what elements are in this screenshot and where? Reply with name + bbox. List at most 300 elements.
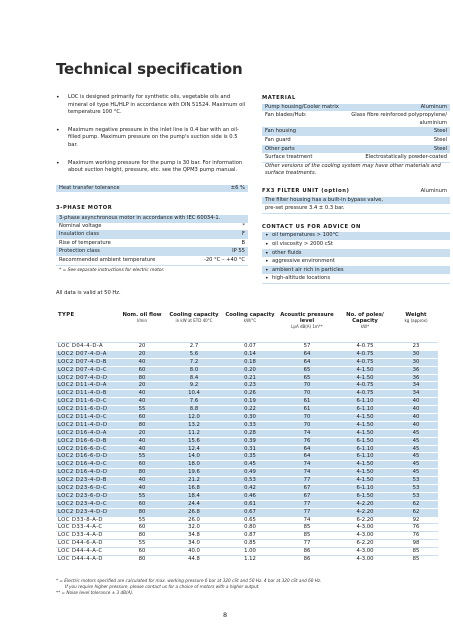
value-cell: 20 <box>138 382 146 389</box>
value-cell: 0.49 <box>244 469 256 476</box>
value-cell: 67 <box>303 492 311 499</box>
header-main: Acoustic pressure level <box>280 312 334 324</box>
value-cell: 85 <box>412 548 420 555</box>
filter-heading: FX3 FILTER UNIT (option) <box>262 187 350 194</box>
value-cell: 0.46 <box>244 492 256 499</box>
value-cell: 21.2 <box>188 477 200 484</box>
footnote: ** = Noise level tolerance ± 3 dB(A). <box>56 590 134 595</box>
value-cell: 0.39 <box>244 437 256 444</box>
table-row <box>56 468 438 476</box>
value-cell: 92 <box>412 516 420 523</box>
value-cell: 40 <box>138 398 146 405</box>
table-row <box>56 484 438 492</box>
value-cell: 0.65 <box>244 516 256 523</box>
table-row <box>56 421 438 429</box>
motor-row-label: Insulation class <box>59 231 99 238</box>
value-cell: 0.07 <box>244 343 256 349</box>
material-value: Steel <box>433 128 447 135</box>
contact-item: • ambient air rich in particles <box>262 267 450 276</box>
value-cell: 86 <box>303 548 311 555</box>
type-cell: LOC D44-4-A-C <box>58 548 103 555</box>
value-cell: 36 <box>412 374 420 381</box>
type-cell: LOC D33-4-A-D <box>58 532 103 539</box>
value-cell: 7.6 <box>189 398 199 405</box>
value-cell: 70 <box>303 414 311 421</box>
value-cell: 60 <box>138 461 146 468</box>
page-title: Technical specification <box>56 60 243 78</box>
value-cell: 40 <box>138 477 146 484</box>
value-cell: 45 <box>412 453 420 460</box>
value-cell: 80 <box>138 469 146 476</box>
value-cell: 76 <box>303 437 311 444</box>
type-cell: LOC2 D07-4-D-D <box>58 374 108 381</box>
value-cell: 20 <box>138 429 146 436</box>
table-row <box>56 437 438 445</box>
value-cell: 64 <box>303 358 311 365</box>
filter-line: The filter housing has a built-in bypass valve, <box>262 197 450 206</box>
value-cell: 14.0 <box>188 453 200 460</box>
table-row <box>56 508 438 516</box>
header-cell <box>56 312 118 342</box>
value-cell: 55 <box>138 406 146 413</box>
value-cell: 0.80 <box>244 524 256 531</box>
material-row <box>262 137 450 146</box>
motor-table <box>56 215 248 274</box>
value-cell: 70 <box>303 390 311 397</box>
right-column <box>262 95 450 284</box>
table-row <box>56 350 438 358</box>
value-cell: 60 <box>138 500 146 507</box>
value-cell: 60 <box>138 366 146 373</box>
contact-item: • other fluids <box>262 250 450 259</box>
material-row <box>262 146 450 155</box>
value-cell: 13.2 <box>188 421 200 428</box>
value-cell: 23 <box>412 343 420 349</box>
value-cell: 0.31 <box>244 445 256 452</box>
contact-item: • oil viscosity > 2000 cSt <box>262 241 450 250</box>
value-cell: 6-1.10 <box>356 485 374 492</box>
motor-row-label: Nominal voltage <box>59 222 102 229</box>
value-cell: 4-0.75 <box>356 390 374 397</box>
value-cell: 64 <box>303 350 311 357</box>
contact-heading: CONTACT US FOR ADVICE ON <box>262 223 361 230</box>
table-row <box>56 389 438 397</box>
type-cell: LOC D44-4-A-D <box>58 556 103 563</box>
value-cell: 53 <box>412 477 420 484</box>
value-cell: 0.85 <box>244 540 256 547</box>
value-cell: 55 <box>138 453 146 460</box>
header-cell <box>118 312 166 342</box>
type-cell: LOC2 D23-4-D-C <box>58 500 107 507</box>
value-cell: 32.0 <box>188 524 200 531</box>
value-cell: 55 <box>138 540 146 547</box>
value-cell: 0.87 <box>244 532 256 539</box>
type-cell: LOC2 D11-4-D-D <box>58 421 108 428</box>
value-cell: 77 <box>303 477 311 484</box>
header-unit: in kW at ETD 40°C <box>175 318 213 323</box>
material-label: Surface treatment <box>265 154 313 161</box>
value-cell: 4-1.50 <box>356 421 374 428</box>
motor-row <box>56 248 248 257</box>
value-cell: 4-1.50 <box>356 477 374 484</box>
header-main: Nom. oil flow <box>122 312 162 318</box>
material-value-cont: aluminium <box>419 119 447 126</box>
type-cell: LOC2 D11-4-D-C <box>58 414 107 421</box>
material-row <box>262 112 450 128</box>
value-cell: 85 <box>303 532 311 539</box>
table-row <box>56 531 438 539</box>
value-cell: 0.42 <box>244 485 256 492</box>
value-cell: 4-0.75 <box>356 358 374 365</box>
value-cell: 0.14 <box>244 350 256 357</box>
material-value: Aluminum <box>420 103 447 110</box>
value-cell: 60 <box>138 414 146 421</box>
value-cell: 76 <box>412 524 420 531</box>
table-row <box>56 539 438 547</box>
header-unit: LpA dB(A) 1m** <box>291 324 323 329</box>
value-cell: 80 <box>138 532 146 539</box>
value-cell: 0.21 <box>244 374 256 381</box>
type-cell: LOC2 D23-4-D-D <box>58 508 108 515</box>
type-cell: LOC2 D16-4-D-D <box>58 469 108 476</box>
value-cell: 40 <box>138 358 146 365</box>
table-row <box>56 381 438 389</box>
table-row <box>56 429 438 437</box>
material-note: Other versions of the cooling system may have other materials and surface treatments. <box>265 162 441 177</box>
filter-line: pre-set pressure 3.4 ± 0.3 bar. <box>262 205 450 214</box>
value-cell: 76 <box>412 532 420 539</box>
value-cell: 70 <box>303 382 311 389</box>
value-cell: 19.6 <box>188 469 200 476</box>
motor-description: 3-phase asynchronous motor in accordance with IEC 60034-1. <box>56 215 248 223</box>
header-cell <box>222 312 278 342</box>
header-main: Cooling capacity <box>169 312 219 318</box>
value-cell: 8.0 <box>189 366 199 373</box>
value-cell: 0.18 <box>244 358 256 365</box>
header-main: Cooling capacity <box>225 312 275 318</box>
table-header <box>56 312 438 342</box>
motor-row-label: Rise of temperature <box>59 239 111 246</box>
spec-bullet: • LOC is designed primarily for synthetic oils, vegetable oils and mineral oil type HL/HLP in accordance with DIN 51524. Maximum oil temperature 100 °C. <box>56 94 248 117</box>
table-row <box>56 445 438 453</box>
value-cell: 0.53 <box>244 477 256 484</box>
value-cell: 77 <box>303 500 311 507</box>
value-cell: 0.67 <box>244 508 256 515</box>
table-row <box>56 476 438 484</box>
value-cell: 70 <box>303 421 311 428</box>
value-cell: 40 <box>412 414 420 421</box>
table-row <box>56 413 438 421</box>
value-cell: 6-1.10 <box>356 406 374 413</box>
contact-item: • high-altitude locations <box>262 275 450 284</box>
value-cell: 44.8 <box>188 556 200 563</box>
header-cell <box>394 312 438 342</box>
value-cell: 6-2.20 <box>356 516 374 523</box>
header-unit: kW/°C <box>243 318 257 323</box>
material-label: Pump housing/Cooler matrix <box>265 103 339 110</box>
table-row <box>56 555 438 563</box>
value-cell: 40 <box>412 398 420 405</box>
motor-row-label: Protection class <box>59 248 100 255</box>
type-cell: LOC2 D23-6-D-C <box>58 485 107 492</box>
value-cell: 64 <box>303 453 311 460</box>
value-cell: 12.4 <box>188 445 200 452</box>
spec-bullet: • Maximum working pressure for the pump is 30 bar. For information about suction height, pressure, etc. see the QPM3 pump manual. <box>56 160 248 175</box>
material-label: Fan blades/Hub: <box>265 112 307 119</box>
value-cell: 4-0.75 <box>356 382 374 389</box>
material-value: Steel <box>433 145 447 152</box>
table-row <box>56 492 438 500</box>
value-cell: 67 <box>303 485 311 492</box>
value-cell: 55 <box>138 492 146 499</box>
validity-note: All data is valid at 50 Hz. <box>56 290 121 297</box>
type-cell: LOC2 D11-6-D-D <box>58 406 108 413</box>
spec-bullet: • Maximum negative pressure in the inlet line is 0.4 bar with an oil-filled pump. Maximum pressure on the pump's suction side is 0.5 bar. <box>56 127 248 150</box>
table-row <box>56 547 438 555</box>
value-cell: 98 <box>412 540 420 547</box>
value-cell: 0.19 <box>244 398 256 405</box>
type-cell: LOC2 D16-6-D-C <box>58 445 107 452</box>
value-cell: 8.8 <box>189 406 199 413</box>
motor-row-value: * <box>242 222 245 229</box>
table-body <box>56 342 438 563</box>
footnote: If you require higher pressure, please contact us for a choice of motors with a higher output. <box>65 584 260 589</box>
heat-tolerance-value: ±6 % <box>230 184 245 191</box>
value-cell: 77 <box>303 508 311 515</box>
value-cell: 36 <box>412 366 420 373</box>
value-cell: 8.4 <box>189 374 199 381</box>
value-cell: 45 <box>412 445 420 452</box>
heat-tolerance-label: Heat transfer tolerance <box>59 184 120 191</box>
value-cell: 6-1.50 <box>356 437 374 444</box>
value-cell: 5.6 <box>189 350 199 357</box>
value-cell: 4-2.20 <box>356 508 374 515</box>
type-cell: LOC2 D16-4-D-A <box>58 429 107 436</box>
value-cell: 45 <box>412 461 420 468</box>
value-cell: 16.8 <box>188 485 200 492</box>
value-cell: 6-1.10 <box>356 453 374 460</box>
motor-footnote: * = See separate instructions for electric motor. <box>59 267 165 273</box>
type-cell: LOC D04-4-D-A <box>58 343 104 349</box>
header-main: No. of poles/ Capacity <box>346 312 384 324</box>
value-cell: 74 <box>303 461 311 468</box>
value-cell: 4-0.75 <box>356 350 374 357</box>
value-cell: 74 <box>303 469 311 476</box>
value-cell: 0.22 <box>244 406 256 413</box>
heat-tolerance-row <box>56 185 248 194</box>
material-value: Steel <box>433 136 447 143</box>
value-cell: 45 <box>412 469 420 476</box>
value-cell: 4-1.50 <box>356 374 374 381</box>
value-cell: 24.4 <box>188 500 200 507</box>
contact-item: • oil temperatures > 100°C <box>262 232 450 241</box>
value-cell: 0.26 <box>244 390 256 397</box>
value-cell: 53 <box>412 492 420 499</box>
value-cell: 4-3.00 <box>356 548 374 555</box>
motor-row-value: B <box>241 239 245 246</box>
value-cell: 2.7 <box>189 343 199 349</box>
type-cell: LOC2 D16-6-D-D <box>58 453 108 460</box>
page-number: 8 <box>223 611 228 619</box>
value-cell: 65 <box>303 366 311 373</box>
type-cell: LOC2 D16-4-D-C <box>58 461 107 468</box>
table-row <box>56 342 438 350</box>
table-row <box>56 397 438 405</box>
value-cell: 0.35 <box>244 453 256 460</box>
value-cell: 18.0 <box>188 461 200 468</box>
table-row <box>56 358 438 366</box>
type-cell: LOC2 D23-6-D-D <box>58 492 108 499</box>
motor-row <box>56 231 248 240</box>
filter-heading-row <box>262 188 450 196</box>
type-cell: LOC2 D07-4-D-A <box>58 350 107 357</box>
value-cell: 80 <box>138 374 146 381</box>
type-cell: LOC2 D11-6-D-C <box>58 398 107 405</box>
value-cell: 34 <box>412 382 420 389</box>
value-cell: 4-1.50 <box>356 469 374 476</box>
type-cell: LOC2 D07-4-D-B <box>58 358 107 365</box>
value-cell: 7.2 <box>189 358 199 365</box>
value-cell: 4-1.50 <box>356 414 374 421</box>
value-cell: 40 <box>138 390 146 397</box>
header-main: Weight <box>405 312 427 318</box>
value-cell: 9.2 <box>189 382 199 389</box>
value-cell: 12.0 <box>188 414 200 421</box>
material-heading: MATERIAL <box>262 95 296 101</box>
header-main: TYPE <box>58 312 75 318</box>
value-cell: 18.4 <box>188 492 200 499</box>
motor-row <box>56 240 248 249</box>
table-row <box>56 452 438 460</box>
value-cell: 0.61 <box>244 500 256 507</box>
type-cell: LOC2 D11-4-D-A <box>58 382 107 389</box>
value-cell: 4-3.00 <box>356 524 374 531</box>
value-cell: 80 <box>138 556 146 563</box>
value-cell: 10.4 <box>188 390 200 397</box>
value-cell: 62 <box>412 508 420 515</box>
value-cell: 1.00 <box>244 548 256 555</box>
header-unit: kg (approx) <box>404 318 428 323</box>
value-cell: 74 <box>303 516 311 523</box>
type-cell: LOC2 D23-4-D-B <box>58 477 107 484</box>
header-cell <box>166 312 222 342</box>
material-label: Other parts <box>265 145 295 152</box>
value-cell: 15.6 <box>188 437 200 444</box>
value-cell: 34.0 <box>188 540 200 547</box>
header-cell <box>278 312 336 342</box>
value-cell: 4-2.20 <box>356 500 374 507</box>
header-unit: l/min <box>136 318 147 323</box>
value-cell: 77 <box>303 540 311 547</box>
value-cell: 85 <box>303 524 311 531</box>
value-cell: 34.8 <box>188 532 200 539</box>
material-label: Fan housing <box>265 128 297 135</box>
value-cell: 6-1.10 <box>356 445 374 452</box>
value-cell: 4-0.75 <box>356 343 374 349</box>
contact-item: • aggressive environment <box>262 258 450 267</box>
value-cell: 45 <box>412 437 420 444</box>
value-cell: 61 <box>303 406 311 413</box>
header-unit: kW* <box>360 324 370 329</box>
motor-row-value: -20 °C – +40 °C <box>203 256 245 263</box>
table-row <box>56 405 438 413</box>
value-cell: 80 <box>138 421 146 428</box>
type-cell: LOC D33-8-A-D <box>58 516 103 523</box>
value-cell: 4-3.00 <box>356 556 374 563</box>
value-cell: 34 <box>412 390 420 397</box>
material-label: Fan guard <box>265 136 291 143</box>
value-cell: 6-1.10 <box>356 398 374 405</box>
value-cell: 40 <box>412 421 420 428</box>
value-cell: 40 <box>412 406 420 413</box>
header-cell <box>336 312 394 342</box>
value-cell: 20 <box>138 350 146 357</box>
material-row <box>262 104 450 113</box>
footnote: * = Electric motors specified are calculated for max. working pressure 6 bar at 320 cSt and 50 Hz. 4 bar at 320 cSt and 60 Hz. <box>56 578 322 583</box>
type-table <box>56 312 438 563</box>
table-row <box>56 516 438 524</box>
value-cell: 86 <box>303 556 311 563</box>
material-row <box>262 154 450 163</box>
value-cell: 11.2 <box>188 429 200 436</box>
footnotes <box>56 578 438 596</box>
material-row <box>262 128 450 137</box>
type-cell: LOC2 D07-4-D-C <box>58 366 107 373</box>
value-cell: 4-1.50 <box>356 461 374 468</box>
value-cell: 0.33 <box>244 421 256 428</box>
value-cell: 20 <box>138 343 146 349</box>
motor-row-label: Recommended ambient temperature <box>59 256 156 263</box>
motor-row-value: F <box>242 231 245 238</box>
contact-list <box>262 232 450 284</box>
value-cell: 4-1.50 <box>356 429 374 436</box>
value-cell: 62 <box>412 500 420 507</box>
value-cell: 6-2.20 <box>356 540 374 547</box>
value-cell: 30 <box>412 350 420 357</box>
value-cell: 60 <box>138 524 146 531</box>
value-cell: 64 <box>303 445 311 452</box>
table-row <box>56 500 438 508</box>
value-cell: 0.23 <box>244 382 256 389</box>
type-cell: LOC D33-4-A-C <box>58 524 103 531</box>
value-cell: 26.8 <box>188 508 200 515</box>
value-cell: 0.45 <box>244 461 256 468</box>
value-cell: 53 <box>412 485 420 492</box>
value-cell: 4-3.00 <box>356 532 374 539</box>
value-cell: 1.12 <box>244 556 256 563</box>
value-cell: 40 <box>138 485 146 492</box>
value-cell: 40.0 <box>188 548 200 555</box>
value-cell: 60 <box>138 548 146 555</box>
value-cell: 61 <box>303 398 311 405</box>
value-cell: 85 <box>412 556 420 563</box>
motor-row <box>56 257 248 266</box>
type-cell: LOC D44-6-A-D <box>58 540 103 547</box>
motor-row <box>56 223 248 232</box>
value-cell: 0.28 <box>244 429 256 436</box>
value-cell: 65 <box>303 374 311 381</box>
table-row <box>56 460 438 468</box>
table-row <box>56 366 438 374</box>
left-column <box>56 94 248 298</box>
value-cell: 4-1.50 <box>356 366 374 373</box>
value-cell: 74 <box>303 429 311 436</box>
value-cell: 0.20 <box>244 366 256 373</box>
value-cell: 6-1.50 <box>356 492 374 499</box>
value-cell: 26.0 <box>188 516 200 523</box>
value-cell: 55 <box>138 516 146 523</box>
table-row <box>56 523 438 531</box>
